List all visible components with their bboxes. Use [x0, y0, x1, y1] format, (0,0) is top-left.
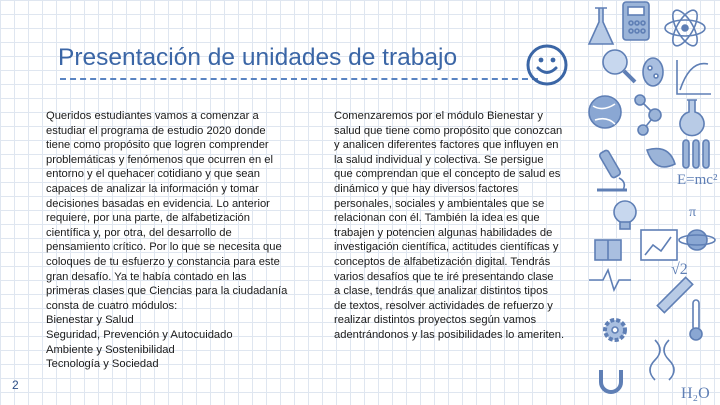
text-line: Comenzaremos por el módulo Bienestar y — [334, 110, 543, 122]
chart-board-icon — [641, 230, 677, 260]
text-line: investigación científica, actitudes científicas y — [334, 241, 559, 254]
dna-icon — [650, 340, 674, 380]
text-line: decisiones basadas en evidencia. Lo anterior — [46, 197, 270, 210]
bacteria-icon — [643, 58, 663, 86]
text-line: primeras clases que Ciencias para la ciudadanía — [46, 285, 288, 298]
text-line: de textos, resolver actividades de refuerzo y — [334, 299, 553, 312]
svg-text:H₂O: H₂O — [681, 385, 710, 402]
text-line: Bienestar y Salud — [46, 314, 134, 327]
text-line: consta de cuatro módulos: — [46, 299, 178, 312]
text-line: y analicen diferentes factores que influyen en — [334, 139, 559, 152]
text-line: a clase, tendrás que analizar distintos tipos — [334, 285, 548, 298]
text-line: Tecnología y Sociedad — [46, 358, 159, 371]
text-line: científica y, por otra, del desarrollo de — [46, 226, 232, 239]
gear-icon — [605, 320, 625, 340]
flask-icon — [589, 8, 613, 44]
text-line: realizar distintos proyectos según vamos — [334, 314, 537, 327]
text-line: personales, sociales y ambientales que se — [334, 197, 545, 210]
text-line: adentrándonos y las posibilidades lo ameriten. — [334, 328, 565, 341]
atom-icon — [665, 7, 705, 50]
text-line: estudiar el programa de estudio 2020 donde — [46, 124, 266, 137]
heartbeat-icon — [589, 270, 631, 290]
text-line: pensamiento crítico. Por lo que se necesita que — [46, 241, 282, 254]
flask-round-icon — [680, 100, 704, 136]
text-line: la salud individual y colectiva. Se persigue — [334, 153, 544, 166]
text-line: gran desafío. Ya te había contado en las — [46, 270, 247, 283]
svg-text:π: π — [689, 205, 697, 220]
text-line: varios desafíos que te iré presentando clase — [334, 270, 554, 283]
text-line: problemáticas y fenómenos que ocurren en el — [46, 153, 273, 166]
science-doodles — [585, 0, 720, 405]
text-line: Queridos estudiantes vamos a comenzar a — [46, 110, 259, 122]
text-line: relacionan con él. También la idea es que — [334, 212, 540, 225]
magnifier-icon — [603, 50, 635, 82]
ruler-icon — [657, 277, 692, 312]
text-line: tiene como propósito que logren comprender — [46, 139, 269, 152]
globe-icon — [589, 96, 621, 128]
svg-text:√2: √2 — [671, 261, 688, 278]
svg-text:E=mc²: E=mc² — [677, 172, 718, 188]
text-line: Ambiente y Sostenibilidad — [46, 343, 175, 356]
graph-icon — [677, 60, 711, 94]
page-number: 2 — [12, 378, 19, 392]
molecule-icon — [635, 95, 661, 135]
module-text-column — [334, 109, 582, 343]
text-line: coloques de tu esfuerzo y constancia para este — [46, 255, 280, 268]
text-line: capaces de analizar la información y tomar — [46, 182, 259, 195]
leaf-icon — [647, 149, 675, 167]
thermometer-icon — [690, 300, 702, 340]
text-line: conceptos de alfabetización digital. Tendrás — [334, 255, 551, 268]
text-line: trabajen y potencien algunas habilidades de — [334, 226, 553, 239]
lightbulb-icon — [614, 201, 636, 229]
intro-text-column — [46, 109, 308, 372]
book-icon — [595, 240, 621, 260]
smiley-icon — [525, 43, 569, 87]
slide-title: Presentación de unidades de trabajo — [58, 44, 458, 71]
text-line: dinámico y que hay diversos factores — [334, 182, 519, 195]
title-underline — [60, 78, 538, 80]
magnet-icon — [601, 370, 621, 392]
text-line: Seguridad, Prevención y Autocuidado — [46, 328, 233, 341]
text-line: entorno y el quehacer cotidiano y que sean — [46, 168, 260, 181]
text-line: requiere, por una parte, de alfabetización — [46, 212, 250, 225]
text-line: salud que tiene como propósito que conozcan — [334, 124, 563, 137]
calculator-icon — [623, 2, 649, 40]
planet-icon — [679, 230, 715, 250]
text-line: que comprendan que el concepto de salud es — [334, 168, 561, 181]
test-tubes-icon — [683, 140, 709, 168]
microscope-icon — [597, 149, 627, 190]
